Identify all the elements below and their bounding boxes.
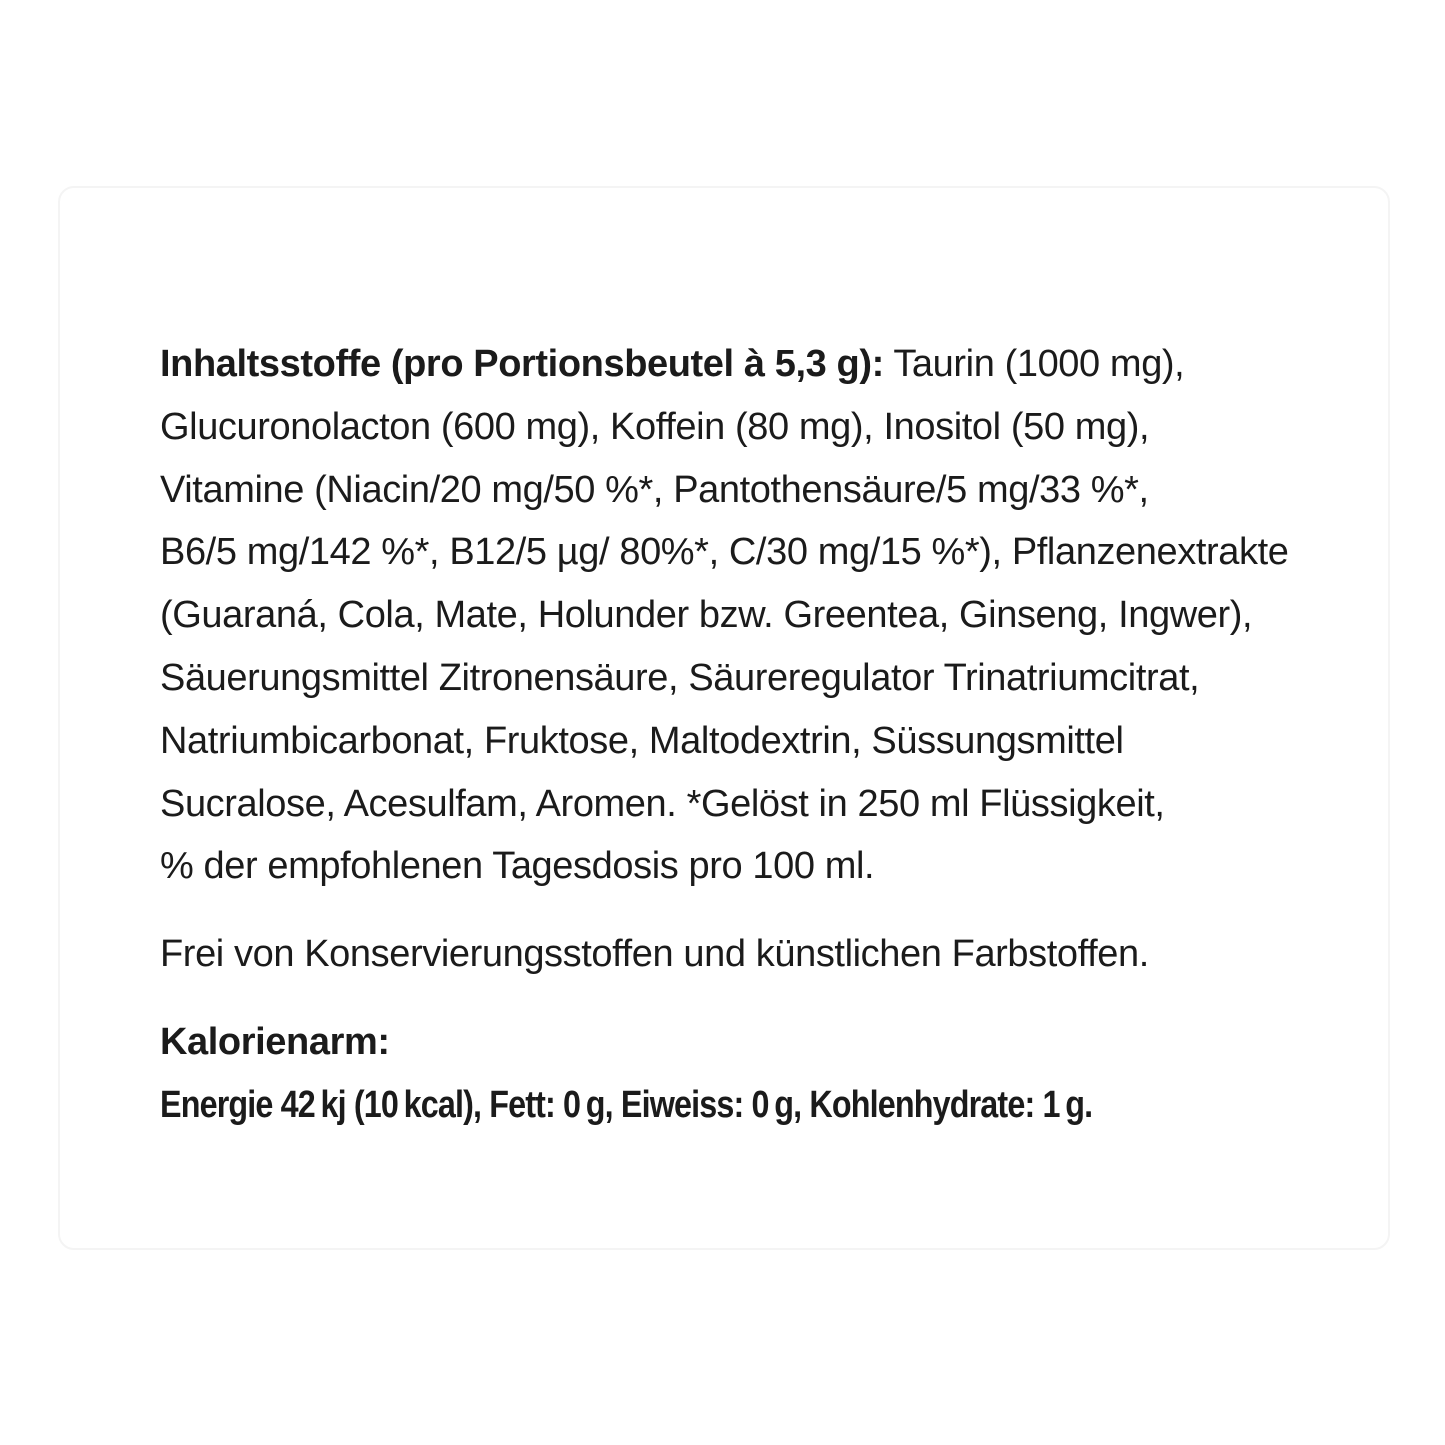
ingredients-heading-rest: Taurin (1000 mg), xyxy=(883,343,1185,385)
ingredients-line: Sucralose, Acesulfam, Aromen. *Gelöst in 250 ml Flüssigkeit, xyxy=(160,782,1165,825)
ingredients-line: Natriumbicarbonat, Fruktose, Maltodextrin, Süssungsmittel xyxy=(160,719,1124,762)
label-text-block xyxy=(160,333,1288,1137)
ingredients-line: Vitamine (Niacin/20 mg/50 %*, Pantothensäure/5 mg/33 %*, xyxy=(160,468,1149,511)
kalorienarm-heading: Kalorienarm: xyxy=(160,1020,390,1063)
calories-block xyxy=(160,1011,1288,1137)
ingredients-line: Glucuronolacton (600 mg), Koffein (80 mg), Inositol (50 mg), xyxy=(160,405,1150,448)
ingredients-line: B6/5 mg/142 %*, B12/5 µg/ 80%*, C/30 mg/15 %*), Pflanzenextrakte xyxy=(160,531,1289,574)
free-from-text: Frei von Konservierungsstoffen und künstlichen Farbstoffen. xyxy=(160,933,1149,976)
energy-nutrition-line: Energie 42 kj (10 kcal), Fett: 0 g, Eiweiss: 0 g, Kohlenhydrate: 1 g. xyxy=(160,1083,1093,1126)
ingredients-line: (Guaraná, Cola, Mate, Holunder bzw. Greentea, Ginseng, Ingwer), xyxy=(160,594,1253,637)
ingredients-line: Säuerungsmittel Zitronensäure, Säureregulator Trinatriumcitrat, xyxy=(160,656,1200,699)
ingredients-paragraph xyxy=(160,333,1288,898)
ingredients-heading: Inhaltsstoffe (pro Portionsbeutel à 5,3 g): xyxy=(160,343,884,385)
ingredients-line: % der empfohlenen Tagesdosis pro 100 ml. xyxy=(160,845,875,888)
ingredients-line xyxy=(160,333,1288,396)
